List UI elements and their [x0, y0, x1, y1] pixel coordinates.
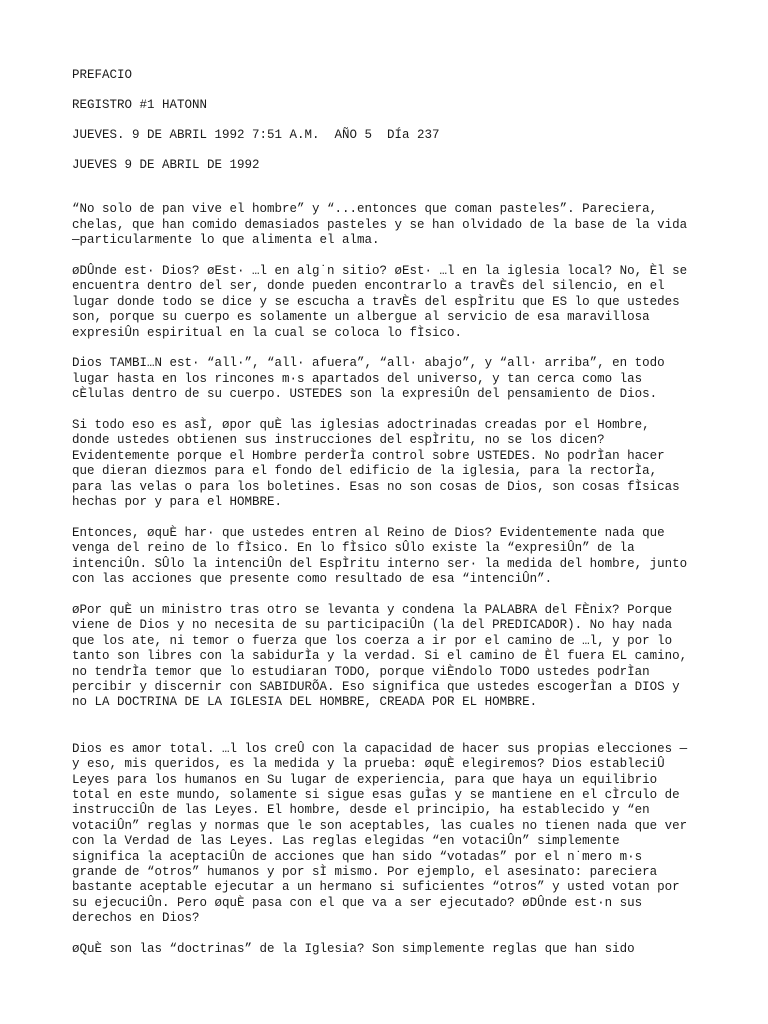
preface-heading: PREFACIO: [72, 68, 133, 82]
datetime-line: JUEVES. 9 DE ABRIL 1992 7:51 A.M. AÑO 5 DÍa 237: [72, 128, 440, 142]
paragraph-4: Si todo eso es asÌ, øpor quÈ las iglesias adoctrinadas creadas por el Hombre, donde ustedes obtienen sus instrucciones del espÌritu, no se los dicen? Evidentemente porque el Hombre perderÌa control sobre USTEDES. No podrÌan hacer que dieran diezmos para el fondo del edificio de la iglesia, para la rectorÌa, para las velas o para los boletines. Esas no son cosas de Dios, son cosas fÌsicas hechas por y para el HOMBRE.: [72, 418, 680, 510]
paragraph-2: øDÛnde est· Dios? øEst· …l en alg˙n sitio? øEst· …l en la iglesia local? No, Èl se encuentra dentro del ser, donde pueden encontrarlo a travÈs del silencio, en el lugar donde todo se dice y se escucha a travÈs del espÌritu que ES lo que ustedes son, porque su cuerpo es solamente un albergue al servicio de esa maravillosa expresiÛn espiritual en la cual se coloca lo fÌsico.: [72, 264, 688, 340]
paragraph-3: Dios TAMBI…N est· “all·”, “all· afuera”, “all· abajo”, y “all· arriba”, en todo lugar hasta en los rincones m·s apartados del universo, y tan cerca como las cÈlulas dentro de su cuerpo. USTEDES son la expresiÛn del pensamiento de Dios.: [72, 356, 665, 402]
paragraph-7: Dios es amor total. …l los creÛ con la capacidad de hacer sus propias elecciones — y eso, mis queridos, es la medida y la prueba: øquÈ elegiremos? Dios estableciÛ Leyes para los humanos en Su lugar de experiencia, para que haya un equilibrio total en este mundo, solamente si sigue esas guÌas y se mantiene en el cÌrculo de instrucciÛn de las Leyes. El hombre, desde el principio, ha establecido y “en votaciÛn” reglas y normas que le son aceptables, las cuales no tienen nada que ver con la Verdad de las Leyes. Las reglas elegidas “en votaciÛn” simplemente significa la aceptaciÛn de acciones que han sido “votadas” por el n˙mero m·s grande de “otros” humanos y por sÌ mismo. Por ejemplo, el asesinato: pareciera bastante aceptable ejecutar a un hermano si suficientes “otros” y usted votan por su ejecuciÛn. Pero øquÈ pasa con el que va a ser ejecutado? øDÛnde est·n sus derechos en Dios?: [72, 741, 688, 926]
document-page: [72, 68, 732, 973]
paragraph-6: øPor quÈ un ministro tras otro se levanta y condena la PALABRA del FÈnix? Porque viene de Dios y no necesita de su participaciÛn (la del PREDICADOR). No hay nada que los ate, ni temor o fuerza que los coerza a ir por el camino de …l, y por lo tanto son libres con la sabidurÌa y la verdad. Si el camino de Èl fuera EL camino, no tendrÌa temor que lo estudiaran TODO, porque viÈndolo TODO ustedes podrÌan percibir y discernir con SABIDURÕA. Eso significa que ustedes escogerÌan a DIOS y no LA DOCTRINA DE LA IGLESIA DEL HOMBRE, CREADA POR EL HOMBRE.: [72, 602, 688, 710]
paragraph-1: “No solo de pan vive el hombre” y “...entonces que coman pasteles”. Pareciera, chelas, que han comido demasiados pasteles y se han olvidado de la base de la vida —particularmente lo que alimenta el alma.: [72, 202, 688, 248]
paragraph-5: Entonces, øquÈ har· que ustedes entren al Reino de Dios? Evidentemente nada que venga del reino de lo fÌsico. En lo fÌsico sÛlo existe la “expresiÛn” de la intenciÛn. SÛlo la intenciÛn del EspÌritu interno ser· la medida del hombre, junto con las acciones que presente como resultado de esa “intenciÛn”.: [72, 525, 688, 587]
paragraph-8: øQuÈ son las “doctrinas” de la Iglesia? Son simplemente reglas que han sido: [72, 942, 635, 956]
record-heading: REGISTRO #1 HATONN: [72, 98, 208, 112]
date-line: JUEVES 9 DE ABRIL DE 1992: [72, 158, 260, 172]
